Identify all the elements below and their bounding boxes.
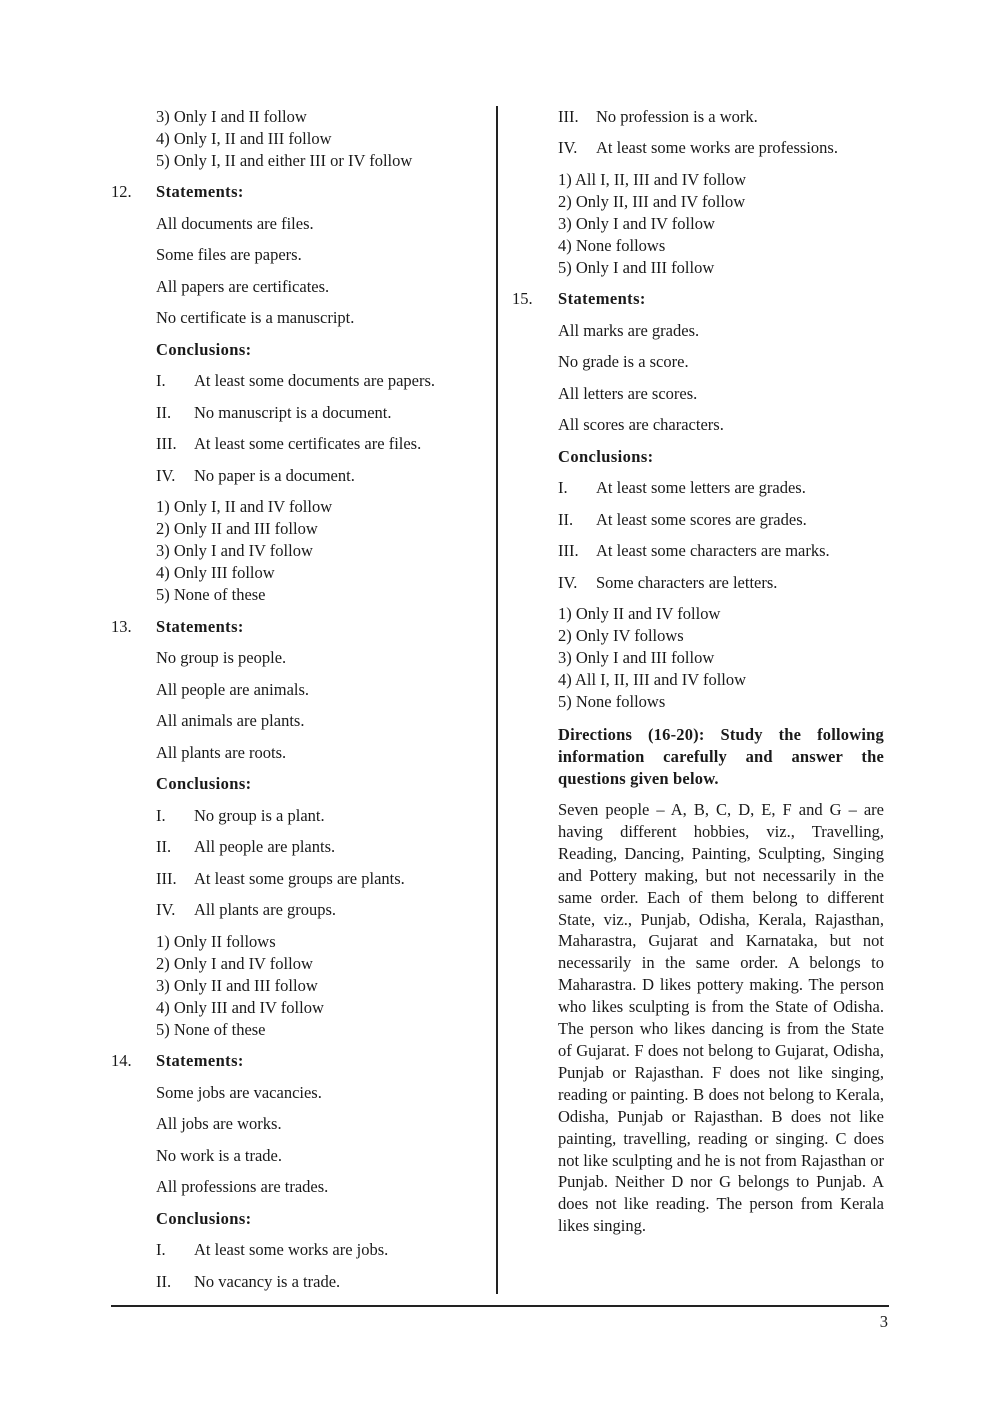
conclusion: I. No group is a plant. bbox=[156, 806, 325, 825]
option: 3) Only I and III follow bbox=[558, 648, 715, 667]
option: 1) Only I, II and IV follow bbox=[156, 497, 333, 516]
option: 3) Only I and II follow bbox=[156, 107, 307, 126]
conclusion: II. At least some scores are grades. bbox=[558, 510, 807, 529]
statement: Some jobs are vacancies. bbox=[156, 1083, 322, 1102]
option: 3) Only II and III follow bbox=[156, 976, 318, 995]
conclusion: I. At least some letters are grades. bbox=[558, 478, 806, 497]
statements-heading: Statements: bbox=[558, 289, 646, 308]
option: 2) Only II and III follow bbox=[156, 519, 318, 538]
directions-heading: Directions (16-20): Study the following information carefully and answer the questions given below. bbox=[558, 725, 884, 788]
conclusion: III. No profession is a work. bbox=[558, 107, 758, 126]
option: 4) Only I, II and III follow bbox=[156, 129, 332, 148]
conclusions-heading: Conclusions: bbox=[156, 774, 252, 793]
option: 5) Only I and III follow bbox=[558, 258, 715, 277]
question-number: 14. bbox=[111, 1051, 132, 1070]
statement: All marks are grades. bbox=[558, 321, 700, 340]
option: 5) Only I, II and either III or IV follow bbox=[156, 151, 413, 170]
statements-heading: Statements: bbox=[156, 617, 244, 636]
option: 5) None follows bbox=[558, 692, 666, 711]
conclusion: III. At least some certificates are files. bbox=[156, 434, 422, 453]
option: 4) All I, II, III and IV follow bbox=[558, 670, 747, 689]
option: 5) None of these bbox=[156, 585, 266, 604]
option: 4) Only III and IV follow bbox=[156, 998, 324, 1017]
option: 1) Only II and IV follow bbox=[558, 604, 721, 623]
statement: All letters are scores. bbox=[558, 384, 698, 403]
conclusion: II. No vacancy is a trade. bbox=[156, 1272, 341, 1291]
conclusion: II. No manuscript is a document. bbox=[156, 403, 392, 422]
conclusion: III. At least some characters are marks. bbox=[558, 541, 830, 560]
question-number: 13. bbox=[111, 617, 132, 636]
conclusion: II. All people are plants. bbox=[156, 837, 336, 856]
option: 2) Only I and IV follow bbox=[156, 954, 313, 973]
statement: All papers are certificates. bbox=[156, 277, 330, 296]
statement: All professions are trades. bbox=[156, 1177, 329, 1196]
statement: All scores are characters. bbox=[558, 415, 724, 434]
statement: All jobs are works. bbox=[156, 1114, 282, 1133]
option: 3) Only I and IV follow bbox=[558, 214, 715, 233]
statement: All plants are roots. bbox=[156, 743, 287, 762]
conclusion: IV. At least some works are professions. bbox=[558, 138, 838, 157]
statement: No grade is a score. bbox=[558, 352, 689, 371]
conclusions-heading: Conclusions: bbox=[558, 447, 654, 466]
passage: Seven people – A, B, C, D, E, F and G – are having different hobbies, viz., Travelling, Reading, Dancing, Painting, Sculpting, Singing and Pottery making, but not necessarily in the same order. Each of them belong to different State, viz., Punjab, Odisha, Kerala, Rajasthan, Maharastra, Gujarat and Karnataka, but not necessarily in the same order. A belongs to Maharastra. D likes pottery making. The person who likes sculpting is from the State of Odisha. The person who likes dancing is from the State of Gujarat. F does not belong to Gujarat, Odisha, Punjab or Rajasthan. F does not like singing, reading or painting. B does not belong to Kerala, Odisha, Punjab or Rajasthan. B does not like painting, travelling, reading or singing. C does not like sculpting and he is not from Rajasthan or Punjab. Neither D nor G belongs to Punjab. A does not like reading. The person from Kerala likes singing. bbox=[558, 800, 884, 1236]
option: 2) Only II, III and IV follow bbox=[558, 192, 746, 211]
statements-heading: Statements: bbox=[156, 1051, 244, 1070]
question-number: 15. bbox=[512, 289, 533, 308]
option: 4) None follows bbox=[558, 236, 666, 255]
conclusion: IV. All plants are groups. bbox=[156, 900, 337, 919]
option: 3) Only I and IV follow bbox=[156, 541, 313, 560]
conclusion: IV. No paper is a document. bbox=[156, 466, 355, 485]
statement: All people are animals. bbox=[156, 680, 310, 699]
option: 4) Only III follow bbox=[156, 563, 275, 582]
conclusions-heading: Conclusions: bbox=[156, 340, 252, 359]
option: 1) Only II follows bbox=[156, 932, 276, 951]
statements-heading: Statements: bbox=[156, 182, 244, 201]
option: 1) All I, II, III and IV follow bbox=[558, 170, 747, 189]
page-number: 3 bbox=[879, 1312, 888, 1331]
statement: All animals are plants. bbox=[156, 711, 305, 730]
conclusion: I. At least some works are jobs. bbox=[156, 1240, 389, 1259]
statement: No group is people. bbox=[156, 648, 287, 667]
conclusion: I. At least some documents are papers. bbox=[156, 371, 436, 390]
conclusion: IV. Some characters are letters. bbox=[558, 573, 778, 592]
question-number: 12. bbox=[111, 182, 132, 201]
conclusion: III. At least some groups are plants. bbox=[156, 869, 405, 888]
option: 2) Only IV follows bbox=[558, 626, 684, 645]
footer-rule bbox=[111, 1305, 889, 1307]
statement: Some files are papers. bbox=[156, 245, 302, 264]
statement: All documents are files. bbox=[156, 214, 314, 233]
conclusions-heading: Conclusions: bbox=[156, 1209, 252, 1228]
statement: No work is a trade. bbox=[156, 1146, 283, 1165]
column-divider bbox=[496, 106, 498, 1294]
statement: No certificate is a manuscript. bbox=[156, 308, 355, 327]
option: 5) None of these bbox=[156, 1020, 266, 1039]
